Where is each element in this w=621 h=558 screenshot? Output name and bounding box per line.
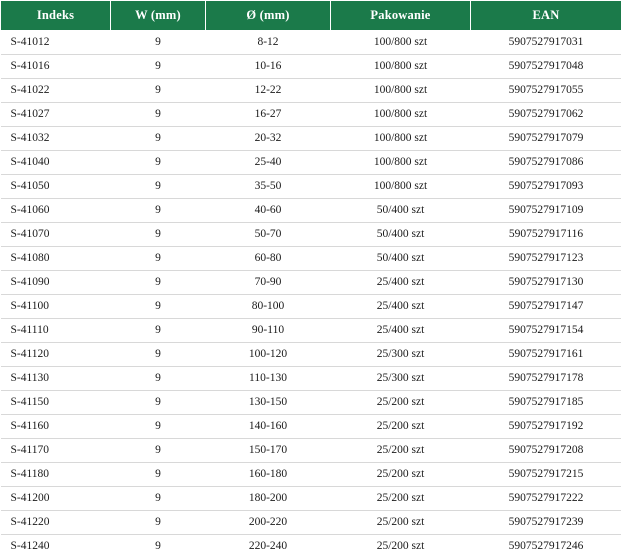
table-row — [1, 367, 621, 391]
table-row — [1, 415, 621, 439]
cell-ean: 5907527917178 — [471, 367, 621, 391]
cell-ean: 5907527917048 — [471, 55, 621, 79]
cell-packaging: 25/200 szt — [331, 511, 471, 535]
cell-packaging: 25/200 szt — [331, 487, 471, 511]
cell-index: S-41200 — [1, 487, 111, 511]
cell-diameter: 40-60 — [206, 199, 331, 223]
table-row — [1, 463, 621, 487]
cell-width: 9 — [111, 271, 206, 295]
cell-packaging: 25/200 szt — [331, 415, 471, 439]
table-row — [1, 295, 621, 319]
cell-width: 9 — [111, 31, 206, 55]
cell-ean: 5907527917062 — [471, 103, 621, 127]
cell-packaging: 25/200 szt — [331, 391, 471, 415]
cell-diameter: 35-50 — [206, 175, 331, 199]
cell-ean: 5907527917086 — [471, 151, 621, 175]
column-header-index: Indeks — [1, 1, 111, 31]
cell-ean: 5907527917208 — [471, 439, 621, 463]
cell-packaging: 25/400 szt — [331, 295, 471, 319]
cell-index: S-41070 — [1, 223, 111, 247]
table-row — [1, 223, 621, 247]
cell-width: 9 — [111, 511, 206, 535]
cell-diameter: 20-32 — [206, 127, 331, 151]
cell-ean: 5907527917185 — [471, 391, 621, 415]
cell-ean: 5907527917130 — [471, 271, 621, 295]
cell-diameter: 80-100 — [206, 295, 331, 319]
table-row — [1, 31, 621, 55]
cell-width: 9 — [111, 319, 206, 343]
cell-index: S-41032 — [1, 127, 111, 151]
cell-index: S-41090 — [1, 271, 111, 295]
table-row — [1, 103, 621, 127]
cell-ean: 5907527917031 — [471, 31, 621, 55]
cell-packaging: 100/800 szt — [331, 55, 471, 79]
cell-width: 9 — [111, 151, 206, 175]
table-row — [1, 127, 621, 151]
table-row — [1, 511, 621, 535]
cell-index: S-41016 — [1, 55, 111, 79]
cell-ean: 5907527917215 — [471, 463, 621, 487]
table-row — [1, 79, 621, 103]
column-header-ean: EAN — [471, 1, 621, 31]
cell-index: S-41150 — [1, 391, 111, 415]
cell-ean: 5907527917154 — [471, 319, 621, 343]
cell-packaging: 25/400 szt — [331, 319, 471, 343]
cell-diameter: 140-160 — [206, 415, 331, 439]
cell-ean: 5907527917222 — [471, 487, 621, 511]
table-row — [1, 391, 621, 415]
cell-index: S-41060 — [1, 199, 111, 223]
cell-width: 9 — [111, 367, 206, 391]
table-header-row — [1, 1, 621, 31]
table-row — [1, 535, 621, 558]
cell-diameter: 100-120 — [206, 343, 331, 367]
cell-packaging: 25/300 szt — [331, 343, 471, 367]
cell-packaging: 25/300 szt — [331, 367, 471, 391]
table-row — [1, 175, 621, 199]
cell-packaging: 50/400 szt — [331, 199, 471, 223]
cell-diameter: 8-12 — [206, 31, 331, 55]
cell-packaging: 25/200 szt — [331, 439, 471, 463]
table-row — [1, 319, 621, 343]
cell-diameter: 70-90 — [206, 271, 331, 295]
cell-width: 9 — [111, 295, 206, 319]
cell-index: S-41220 — [1, 511, 111, 535]
table-row — [1, 247, 621, 271]
cell-ean: 5907527917055 — [471, 79, 621, 103]
cell-index: S-41180 — [1, 463, 111, 487]
table-row — [1, 343, 621, 367]
column-header-width: W (mm) — [111, 1, 206, 31]
cell-diameter: 10-16 — [206, 55, 331, 79]
cell-index: S-41240 — [1, 535, 111, 558]
cell-width: 9 — [111, 175, 206, 199]
cell-width: 9 — [111, 223, 206, 247]
cell-index: S-41040 — [1, 151, 111, 175]
cell-ean: 5907527917116 — [471, 223, 621, 247]
cell-width: 9 — [111, 247, 206, 271]
table-row — [1, 487, 621, 511]
cell-ean: 5907527917192 — [471, 415, 621, 439]
column-header-diameter: Ø (mm) — [206, 1, 331, 31]
cell-diameter: 50-70 — [206, 223, 331, 247]
cell-index: S-41027 — [1, 103, 111, 127]
cell-index: S-41160 — [1, 415, 111, 439]
cell-packaging: 25/400 szt — [331, 271, 471, 295]
cell-width: 9 — [111, 415, 206, 439]
cell-packaging: 100/800 szt — [331, 175, 471, 199]
cell-packaging: 25/200 szt — [331, 463, 471, 487]
cell-ean: 5907527917079 — [471, 127, 621, 151]
cell-packaging: 50/400 szt — [331, 247, 471, 271]
table-header — [1, 1, 621, 31]
cell-diameter: 160-180 — [206, 463, 331, 487]
cell-width: 9 — [111, 487, 206, 511]
cell-index: S-41120 — [1, 343, 111, 367]
cell-ean: 5907527917239 — [471, 511, 621, 535]
cell-diameter: 16-27 — [206, 103, 331, 127]
cell-ean: 5907527917109 — [471, 199, 621, 223]
cell-width: 9 — [111, 55, 206, 79]
cell-diameter: 60-80 — [206, 247, 331, 271]
cell-diameter: 12-22 — [206, 79, 331, 103]
cell-diameter: 110-130 — [206, 367, 331, 391]
cell-ean: 5907527917123 — [471, 247, 621, 271]
table-row — [1, 271, 621, 295]
cell-width: 9 — [111, 439, 206, 463]
cell-ean: 5907527917161 — [471, 343, 621, 367]
column-header-packaging: Pakowanie — [331, 1, 471, 31]
cell-packaging: 100/800 szt — [331, 103, 471, 127]
cell-packaging: 25/200 szt — [331, 535, 471, 558]
cell-packaging: 100/800 szt — [331, 31, 471, 55]
table-row — [1, 151, 621, 175]
cell-width: 9 — [111, 343, 206, 367]
cell-diameter: 130-150 — [206, 391, 331, 415]
cell-index: S-41100 — [1, 295, 111, 319]
cell-width: 9 — [111, 391, 206, 415]
cell-index: S-41170 — [1, 439, 111, 463]
cell-width: 9 — [111, 535, 206, 558]
cell-width: 9 — [111, 79, 206, 103]
cell-diameter: 220-240 — [206, 535, 331, 558]
cell-packaging: 50/400 szt — [331, 223, 471, 247]
table-body — [1, 31, 621, 558]
table-row — [1, 199, 621, 223]
cell-index: S-41022 — [1, 79, 111, 103]
cell-index: S-41110 — [1, 319, 111, 343]
cell-diameter: 90-110 — [206, 319, 331, 343]
cell-diameter: 180-200 — [206, 487, 331, 511]
cell-diameter: 200-220 — [206, 511, 331, 535]
cell-width: 9 — [111, 127, 206, 151]
cell-ean: 5907527917147 — [471, 295, 621, 319]
cell-diameter: 25-40 — [206, 151, 331, 175]
cell-index: S-41080 — [1, 247, 111, 271]
cell-index: S-41012 — [1, 31, 111, 55]
cell-index: S-41130 — [1, 367, 111, 391]
cell-diameter: 150-170 — [206, 439, 331, 463]
cell-packaging: 100/800 szt — [331, 79, 471, 103]
cell-packaging: 100/800 szt — [331, 127, 471, 151]
cell-width: 9 — [111, 103, 206, 127]
table-row — [1, 55, 621, 79]
cell-ean: 5907527917246 — [471, 535, 621, 558]
cell-index: S-41050 — [1, 175, 111, 199]
table-row — [1, 439, 621, 463]
cell-width: 9 — [111, 199, 206, 223]
cell-width: 9 — [111, 463, 206, 487]
cell-packaging: 100/800 szt — [331, 151, 471, 175]
cell-ean: 5907527917093 — [471, 175, 621, 199]
